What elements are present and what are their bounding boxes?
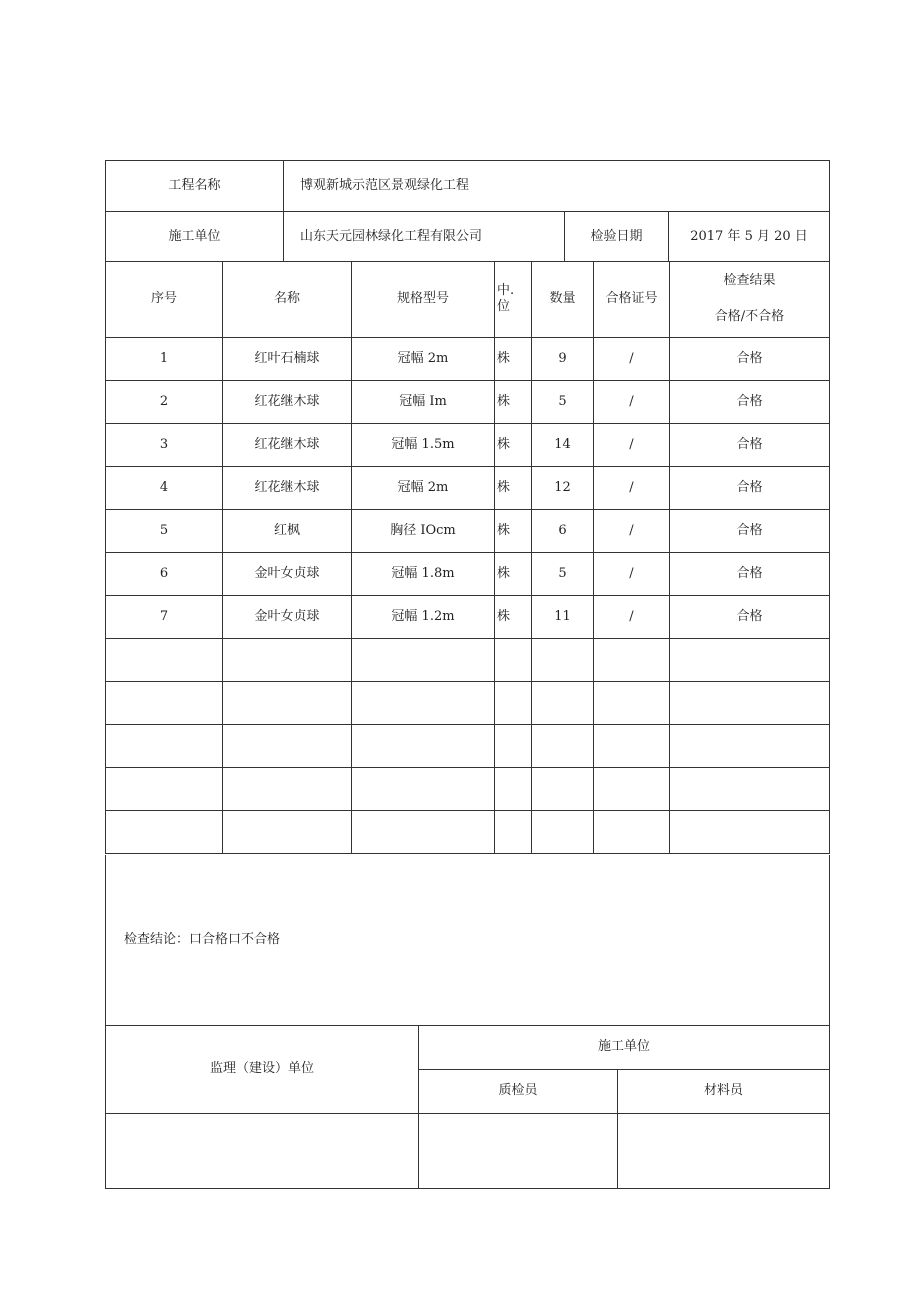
cell-spec: 冠幅 Im (352, 380, 495, 423)
cell-cert (594, 724, 670, 767)
cell-qty: 9 (532, 337, 594, 380)
col-result-header (670, 261, 830, 337)
table-row (106, 466, 830, 509)
cell-seq: 6 (106, 552, 223, 595)
cell-name (223, 681, 352, 724)
cell-name: 红花继木球 (223, 466, 352, 509)
cell-name: 金叶女贞球 (223, 595, 352, 638)
inspection-date-value: 2017 年 5 月 20 日 (669, 212, 830, 262)
inspection-conclusion: 检查结论：口合格口不合格 (106, 855, 830, 1025)
empty-table-row (106, 724, 830, 767)
cell-result: 合格 (670, 466, 830, 509)
cell-result: 合格 (670, 423, 830, 466)
cell-spec (352, 724, 495, 767)
cell-qty (532, 767, 594, 810)
col-cert-header: 合格证号 (594, 261, 670, 337)
cell-spec (352, 810, 495, 853)
cell-seq: 3 (106, 423, 223, 466)
project-name-label: 工程名称 (106, 161, 284, 212)
cell-cert: / (594, 337, 670, 380)
empty-table-row (106, 767, 830, 810)
cell-name: 红枫 (223, 509, 352, 552)
cell-result (670, 810, 830, 853)
cell-unit (495, 810, 532, 853)
cell-seq (106, 681, 223, 724)
col-spec-header: 规格型号 (352, 261, 495, 337)
cell-unit: 株 (495, 509, 532, 552)
cell-name (223, 638, 352, 681)
cell-spec: 冠幅 2m (352, 337, 495, 380)
empty-table-row (106, 681, 830, 724)
cell-result: 合格 (670, 337, 830, 380)
cell-result (670, 724, 830, 767)
cell-result (670, 638, 830, 681)
cell-unit: 株 (495, 380, 532, 423)
cell-seq (106, 767, 223, 810)
table-row (106, 595, 830, 638)
table-row (106, 337, 830, 380)
cell-cert: / (594, 509, 670, 552)
cell-qty (532, 810, 594, 853)
cell-seq (106, 724, 223, 767)
col-result-header-line1: 检查结果 (723, 273, 776, 289)
cell-unit (495, 724, 532, 767)
cell-cert: / (594, 595, 670, 638)
cell-result: 合格 (670, 595, 830, 638)
quality-inspector-label: 质检员 (419, 1069, 618, 1113)
cell-seq: 7 (106, 595, 223, 638)
cell-seq: 2 (106, 380, 223, 423)
cell-seq: 4 (106, 466, 223, 509)
cell-unit (495, 681, 532, 724)
signature-table (105, 855, 830, 1189)
cell-spec (352, 681, 495, 724)
project-info-table (105, 160, 830, 262)
cell-qty: 5 (532, 380, 594, 423)
cell-unit (495, 767, 532, 810)
cell-name (223, 724, 352, 767)
cell-qty: 6 (532, 509, 594, 552)
cell-cert: / (594, 423, 670, 466)
cell-spec (352, 638, 495, 681)
col-seq-header: 序号 (106, 261, 223, 337)
contractor-label: 施工单位 (106, 212, 284, 262)
cell-cert: / (594, 466, 670, 509)
col-name-header: 名称 (223, 261, 352, 337)
cell-cert (594, 638, 670, 681)
cell-result: 合格 (670, 552, 830, 595)
table-row (106, 380, 830, 423)
cell-unit: 株 (495, 595, 532, 638)
cell-result (670, 767, 830, 810)
cell-qty (532, 724, 594, 767)
cell-unit: 株 (495, 466, 532, 509)
cell-name: 红叶石楠球 (223, 337, 352, 380)
supervision-unit-label: 监理（建设）单位 (106, 1025, 419, 1113)
material-clerk-signature-cell (618, 1113, 830, 1188)
cell-spec: 冠幅 1.5m (352, 423, 495, 466)
col-qty-header: 数量 (532, 261, 594, 337)
cell-unit: 株 (495, 337, 532, 380)
supervision-signature-cell (106, 1113, 419, 1188)
cell-qty: 12 (532, 466, 594, 509)
cell-cert (594, 681, 670, 724)
contractor-value: 山东天元园林绿化工程有限公司 (284, 212, 565, 262)
cell-seq: 5 (106, 509, 223, 552)
cell-spec (352, 767, 495, 810)
cell-seq (106, 810, 223, 853)
table-row (106, 423, 830, 466)
project-name-value: 博观新城示范区景观绿化工程 (284, 161, 830, 212)
contractor-sign-label: 施工单位 (419, 1025, 830, 1069)
cell-cert: / (594, 380, 670, 423)
cell-seq (106, 638, 223, 681)
cell-spec: 冠幅 1.2m (352, 595, 495, 638)
cell-spec: 冠幅 2m (352, 466, 495, 509)
cell-qty (532, 638, 594, 681)
cell-spec: 冠幅 1.8m (352, 552, 495, 595)
cell-qty (532, 681, 594, 724)
cell-name: 红花继木球 (223, 380, 352, 423)
cell-result: 合格 (670, 509, 830, 552)
cell-name (223, 767, 352, 810)
material-clerk-label: 材料员 (618, 1069, 830, 1113)
empty-table-row (106, 638, 830, 681)
col-unit-header: 中. 位 (495, 261, 532, 337)
column-header-row (106, 261, 830, 337)
cell-spec: 胸径 IOcm (352, 509, 495, 552)
cell-name (223, 810, 352, 853)
cell-cert: / (594, 552, 670, 595)
cell-unit: 株 (495, 423, 532, 466)
cell-cert (594, 810, 670, 853)
cell-name: 红花继木球 (223, 423, 352, 466)
table-row (106, 509, 830, 552)
cell-unit: 株 (495, 552, 532, 595)
cell-result: 合格 (670, 380, 830, 423)
cell-result (670, 681, 830, 724)
inspection-items-table (105, 261, 830, 854)
cell-seq: 1 (106, 337, 223, 380)
cell-qty: 5 (532, 552, 594, 595)
inspection-date-label: 检验日期 (565, 212, 669, 262)
cell-cert (594, 767, 670, 810)
col-result-header-line2: 合格/不合格 (714, 308, 785, 324)
table-row (106, 552, 830, 595)
col-result-header-spacer (670, 289, 829, 309)
cell-qty: 11 (532, 595, 594, 638)
quality-inspector-signature-cell (419, 1113, 618, 1188)
empty-table-row (106, 810, 830, 853)
cell-name: 金叶女贞球 (223, 552, 352, 595)
cell-qty: 14 (532, 423, 594, 466)
cell-unit (495, 638, 532, 681)
